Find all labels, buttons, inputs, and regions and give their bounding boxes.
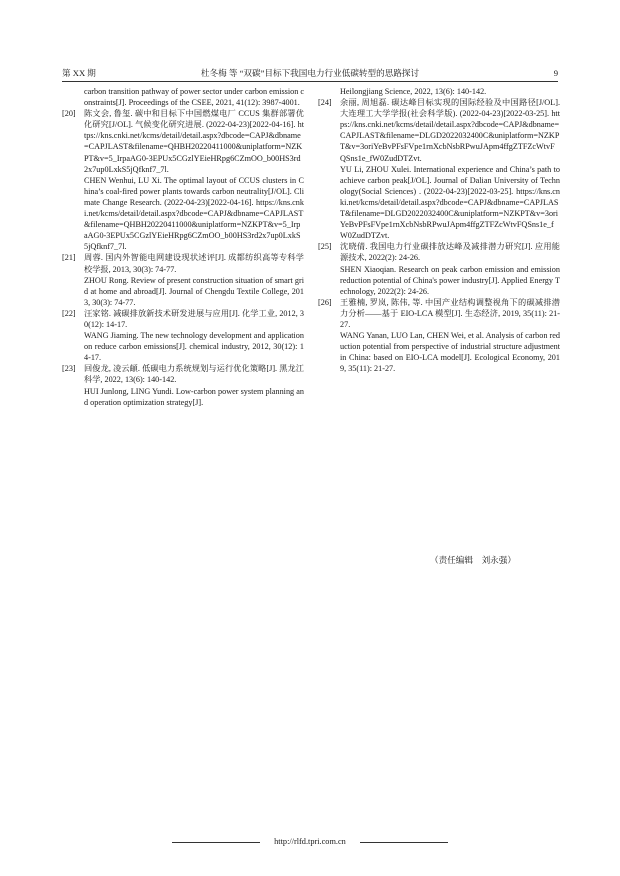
- reference-number: [21]: [62, 253, 76, 263]
- reference-text: YU Li, ZHOU Xulei. International experience and China’s path to achieve carbon peak[J/OL]. Journal of Dalian University of Technology(Social Sciences) . (2022-04-23)[2022-03-25]. https://kns.cnki.net/kcms/detail/detail.aspx?dbcode=CAPJ&dbname=CAPJLAST&filename=DLGD2022032400C&uniplatform=NZKPT&v=3oriYeBvPFsFVpe1rnXcbNsbRPwuJApm4ffgZTFZcWtvFQSns1e_fW0ZudDTZvt.: [340, 164, 560, 241]
- reference-item: [62, 108, 304, 252]
- reference-text: WANG Jiaming. The new technology development and application on reduce carbon emissions[J]. chemical industry, 2012, 30(12): 14-17.: [84, 331, 304, 363]
- footer-rule-left: [172, 842, 260, 843]
- reference-text: 回俊龙, 凌云頔. 低碳电力系统规划与运行优化策略[J]. 黑龙江科学, 2022, 13(6): 140-142.: [84, 364, 304, 385]
- footer-rule-right: [360, 842, 448, 843]
- reference-item: [62, 86, 304, 108]
- reference-number: [24]: [318, 98, 332, 108]
- reference-column-right: [318, 86, 560, 374]
- reference-text: Heilongjiang Science, 2022, 13(6): 140-142.: [340, 87, 487, 96]
- reference-text: SHEN Xiaoqian. Research on peak carbon emission and emission reduction potential of China's power industry[J]. Applied Energy Technology, 2022(2): 24-26.: [340, 264, 560, 296]
- reference-item: [318, 297, 560, 375]
- reference-text: WANG Yanan, LUO Lan, CHEN Wei, et al. Analysis of carbon reduction potential from perspective of industrial structure adjustment in China: based on EIO-LCA model[J]. Ecological Economy, 2019, 35(11): 21-27.: [340, 331, 560, 374]
- reference-number: [25]: [318, 242, 332, 252]
- running-header: [62, 66, 558, 80]
- running-title: 杜冬梅 等 “双碳”目标下我国电力行业低碳转型的思路探讨: [200, 68, 420, 78]
- reference-text: 沈晓倩. 我国电力行业碳排放达峰及减排潜力研究[J]. 应用能源技术, 2022(2): 24-26.: [340, 242, 560, 263]
- footer-url: http://rlfd.tpri.com.cn: [274, 837, 346, 846]
- reference-number: [20]: [62, 109, 76, 119]
- editor-note: （责任编辑 刘永强）: [430, 555, 516, 565]
- header-rule: [62, 81, 558, 82]
- reference-text: HUI Junlong, LING Yundi. Low-carbon power system planning and operation optimization strategy[J].: [84, 386, 304, 407]
- reference-number: [22]: [62, 308, 76, 318]
- reference-item: [62, 363, 304, 407]
- reference-text: ZHOU Rong. Review of present construction situation of smart grid at home and abroad[J]. Journal of Chengdu Textile College, 2013, 30(3): 74-77.: [84, 275, 304, 307]
- reference-number: [23]: [62, 364, 76, 374]
- reference-number: [26]: [318, 297, 332, 307]
- reference-item: [62, 308, 304, 363]
- reference-text: carbon transition pathway of power sector under carbon emission constraints[J]. Proceedings of the CSEE, 2021, 41(12): 3987-4001.: [84, 87, 304, 108]
- reference-text: 陈文会, 鲁玺. 碳中和目标下中国燃煤电厂 CCUS 集群部署优化研究[J/OL]. 气候变化研究进展. (2022-04-23)[2022-04-16]. https://kns.cnki.net/kcms/detail/detail.aspx?dbcode=CAPJ&dbname=CAPJLAST&filename=QHBH20220411000&uniplatform=NZKPT&v=5_IrpaAG0-3EPUx5CGzlYEieHRpg6CZmOO_b00HS3rd2x7up0LxkS5jQfknf7_7l.: [84, 109, 304, 174]
- reference-item: [318, 241, 560, 296]
- footer: [0, 835, 620, 849]
- reference-item: [318, 97, 560, 241]
- reference-text: CHEN Wenhui, LU Xi. The optimal layout of CCUS clusters in China’s coal-fired power plants towards carbon neutrality[J/OL]. Climate Change Research. (2022-04-23)[2022-04-16]. https://kns.cnki.net/kcms/detail/detail.aspx?dbcode=CAPJ&dbname=CAPJLAST&filename=QHBH20220411000&uniplatform=NZKPT&v=5_IrpaAG0-3EPUx5CGzlYEieHRpg6CZmOO_b00HS3rd2x7up0LxkS5jQfknf7_7l.: [84, 175, 304, 252]
- reference-item: [62, 252, 304, 307]
- reference-text: 汪家铭. 减碳排放新技术研发进展与应用[J]. 化学工业, 2012, 30(12): 14-17.: [84, 308, 304, 329]
- reference-item: [318, 86, 560, 97]
- issue-label: 第 XX 期: [62, 68, 96, 78]
- reference-text: 余丽, 周旭磊. 碳达峰目标实现的国际经验及中国路径[J/OL]. 大连理工大学学报(社会科学版). (2022-04-23)[2022-03-25]. https://kns.cnki.net/kcms/detail/detail.aspx?dbcode=CAPJ&dbname=CAPJLAST&filename=DLGD2022032400C&uniplatform=NZKPT&v=3oriYeBvPFsFVpe1rnXcbNsbRPwuJApm4ffgZTFZcWtvFQSns1e_fW0ZudDTZvt.: [340, 98, 560, 163]
- reference-column-left: [62, 86, 304, 408]
- reference-text: 王雅楠, 罗岚, 陈伟, 等. 中国产业结构调整视角下的碳减排潜力分析——基于 EIO-LCA 模型[J]. 生态经济, 2019, 35(11): 21-27.: [340, 297, 560, 329]
- reference-text: 周蓉. 国内外智能电网建设现状述评[J]. 成都纺织高等专科学校学报, 2013, 30(3): 74-77.: [84, 253, 304, 274]
- page-number: 9: [553, 68, 558, 78]
